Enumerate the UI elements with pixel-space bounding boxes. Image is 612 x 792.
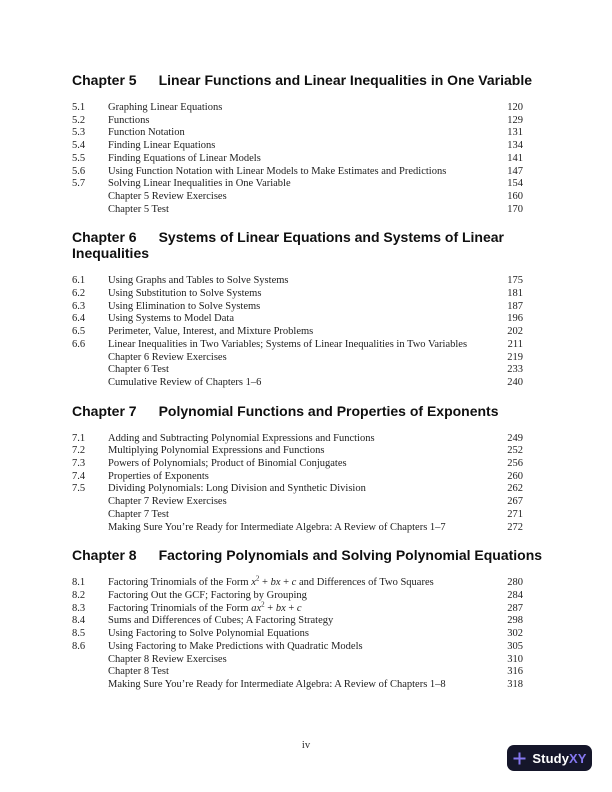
toc-entry xyxy=(72,352,523,365)
section-title: Chapter 8 Test xyxy=(108,666,169,678)
section-page: 252 xyxy=(507,445,523,457)
section-number: 6.1 xyxy=(72,275,86,287)
section-title: Factoring Out the GCF; Factoring by Grouping xyxy=(108,589,307,601)
section-number: 8.5 xyxy=(72,628,86,640)
section-title: Factoring Trinomials of the Form $x^2$ + bx + c and Differences of Two Squares xyxy=(108,574,434,589)
section-page: 260 xyxy=(507,470,523,482)
toc-entry xyxy=(72,433,523,446)
chapter-heading xyxy=(72,229,558,261)
section-page: 305 xyxy=(507,640,523,652)
section-page: 154 xyxy=(507,178,523,190)
section-number: 8.1 xyxy=(72,577,86,589)
section-page: 262 xyxy=(507,483,523,495)
toc-entry xyxy=(72,326,523,339)
section-page: 316 xyxy=(507,666,523,678)
section-page: 187 xyxy=(507,300,523,312)
chapter-section xyxy=(72,547,558,691)
chapter-entries xyxy=(72,275,523,389)
section-number: 5.3 xyxy=(72,127,86,139)
chapter-entries xyxy=(72,574,523,691)
section-page: 202 xyxy=(507,326,523,338)
section-page: 240 xyxy=(507,376,523,388)
toc-entry xyxy=(72,509,523,522)
section-number: 8.3 xyxy=(72,602,86,614)
footer-page-number: iv xyxy=(301,740,311,751)
section-title: Solving Linear Inequalities in One Variable xyxy=(108,178,291,190)
toc-entry xyxy=(72,288,523,301)
toc-entry xyxy=(72,339,523,352)
section-page: 256 xyxy=(507,458,523,470)
toc-entry xyxy=(72,641,523,654)
section-number: 5.6 xyxy=(72,165,86,177)
chapter-section xyxy=(72,72,558,216)
toc-entry xyxy=(72,275,523,288)
section-title: Chapter 5 Review Exercises xyxy=(108,190,227,202)
section-page: 147 xyxy=(507,165,523,177)
chapter-label: Chapter 6 xyxy=(72,229,137,246)
section-page: 272 xyxy=(507,521,523,533)
section-number xyxy=(72,377,108,390)
section-title: Chapter 7 Review Exercises xyxy=(108,496,227,508)
section-title: Using Elimination to Solve Systems xyxy=(108,300,261,312)
toc-entry xyxy=(72,313,523,326)
toc-entry xyxy=(72,600,523,616)
toc-entry xyxy=(72,496,523,509)
section-number xyxy=(72,654,108,667)
section-number xyxy=(72,352,108,365)
section-page: 170 xyxy=(507,203,523,215)
section-number: 8.6 xyxy=(72,640,86,652)
section-page: 141 xyxy=(507,152,523,164)
section-page: 181 xyxy=(507,288,523,300)
section-number: 5.4 xyxy=(72,140,86,152)
toc-entry xyxy=(72,483,523,496)
logo-text xyxy=(532,751,586,766)
section-page: 131 xyxy=(507,127,523,139)
section-number: 7.3 xyxy=(72,458,86,470)
section-page: 287 xyxy=(507,602,523,614)
section-page: 219 xyxy=(507,351,523,363)
section-title: Function Notation xyxy=(108,127,185,139)
chapter-label: Chapter 7 xyxy=(72,402,137,419)
chapter-heading xyxy=(72,547,558,563)
section-number xyxy=(72,204,108,217)
section-title: Perimeter, Value, Interest, and Mixture Problems xyxy=(108,326,314,338)
section-number xyxy=(72,364,108,377)
toc-entry xyxy=(72,127,523,140)
logo-text-accent: XY xyxy=(569,750,587,766)
section-page: 175 xyxy=(507,275,523,287)
toc-entry xyxy=(72,574,523,590)
section-number: 6.5 xyxy=(72,326,86,338)
chapter-title: Linear Functions and Linear Inequalities in One Variable xyxy=(158,72,532,88)
plus-icon xyxy=(512,751,527,766)
chapter-section xyxy=(72,229,558,389)
section-title: Powers of Polynomials; Product of Binomial Conjugates xyxy=(108,458,347,470)
toc-entry xyxy=(72,471,523,484)
chapter-section xyxy=(72,403,558,535)
toc-entry xyxy=(72,102,523,115)
toc-entry xyxy=(72,204,523,217)
section-title: Linear Inequalities in Two Variables; Systems of Linear Inequalities in Two Variables xyxy=(108,338,468,350)
toc-entry xyxy=(72,590,523,603)
toc-entry xyxy=(72,458,523,471)
section-page: 211 xyxy=(507,338,523,350)
section-title: Cumulative Review of Chapters 1–6 xyxy=(108,376,262,388)
toc-entry xyxy=(72,301,523,314)
section-page: 129 xyxy=(507,114,523,126)
section-page: 284 xyxy=(507,589,523,601)
toc-entry xyxy=(72,153,523,166)
section-number: 6.3 xyxy=(72,300,86,312)
section-number xyxy=(72,191,108,204)
section-number: 5.7 xyxy=(72,178,86,190)
section-title: Chapter 6 Review Exercises xyxy=(108,351,227,363)
chapter-entries xyxy=(72,102,523,216)
section-page: 249 xyxy=(507,432,523,444)
section-title: Properties of Exponents xyxy=(108,470,209,482)
section-page: 271 xyxy=(507,508,523,520)
section-title: Using Substitution to Solve Systems xyxy=(108,288,262,300)
section-title: Dividing Polynomials: Long Division and Synthetic Division xyxy=(108,483,366,495)
section-number: 5.5 xyxy=(72,152,86,164)
toc-entry xyxy=(72,666,523,679)
chapter-title: Factoring Polynomials and Solving Polynomial Equations xyxy=(158,547,543,564)
section-number: 8.4 xyxy=(72,615,86,627)
toc-entry xyxy=(72,615,523,628)
chapter-heading xyxy=(72,403,558,419)
section-title: Factoring Trinomials of the Form $ax^2$ + bx + c xyxy=(108,600,302,614)
section-title: Sums and Differences of Cubes; A Factoring Strategy xyxy=(108,615,334,627)
section-number: 7.4 xyxy=(72,470,86,482)
section-title: Chapter 6 Test xyxy=(108,364,169,376)
section-number xyxy=(72,509,108,522)
section-page: 267 xyxy=(507,496,523,508)
section-title: Using Systems to Model Data xyxy=(108,313,234,325)
chapter-heading xyxy=(72,72,558,88)
toc-entry xyxy=(72,628,523,641)
section-number: 7.5 xyxy=(72,483,86,495)
section-title: Adding and Subtracting Polynomial Expressions and Functions xyxy=(108,432,375,444)
toc-entry xyxy=(72,377,523,390)
section-page: 318 xyxy=(507,678,523,690)
section-number: 7.2 xyxy=(72,445,86,457)
toc-entry xyxy=(72,115,523,128)
toc-entry xyxy=(72,522,523,535)
section-number: 5.1 xyxy=(72,102,86,113)
toc-entry xyxy=(72,140,523,153)
section-number xyxy=(72,522,108,535)
toc-entry xyxy=(72,191,523,204)
toc-entry xyxy=(72,364,523,377)
section-page: 120 xyxy=(507,102,523,113)
section-number: 6.6 xyxy=(72,338,86,350)
section-number: 6.2 xyxy=(72,288,86,300)
logo-text-primary: Study xyxy=(532,750,570,766)
section-title: Finding Equations of Linear Models xyxy=(108,152,261,164)
chapter-label: Chapter 8 xyxy=(72,547,137,564)
section-page: 302 xyxy=(507,628,523,640)
section-title: Using Function Notation with Linear Models to Make Estimates and Predictions xyxy=(108,165,447,177)
section-page: 280 xyxy=(507,577,523,589)
section-page: 134 xyxy=(507,140,523,152)
section-page: 160 xyxy=(507,190,523,202)
section-number: 5.2 xyxy=(72,114,86,126)
chapter-title: Systems of Linear Equations and Systems of Linear Inequalities xyxy=(72,229,505,262)
section-title: Making Sure You’re Ready for Intermediate Algebra: A Review of Chapters 1–8 xyxy=(108,678,446,690)
section-title: Chapter 5 Test xyxy=(108,203,169,215)
section-title: Functions xyxy=(108,114,150,126)
chapter-label: Chapter 5 xyxy=(72,72,137,88)
section-title: Multiplying Polynomial Expressions and Functions xyxy=(108,445,325,457)
section-number xyxy=(72,496,108,509)
toc-entry xyxy=(72,166,523,179)
section-number: 8.2 xyxy=(72,589,86,601)
section-number: 7.1 xyxy=(72,432,86,444)
section-title: Using Factoring to Solve Polynomial Equations xyxy=(108,628,309,640)
section-title: Making Sure You’re Ready for Intermediate Algebra: A Review of Chapters 1–7 xyxy=(108,521,446,533)
section-page: 196 xyxy=(507,313,523,325)
toc-entry xyxy=(72,679,523,692)
section-number xyxy=(72,679,108,692)
toc-entry xyxy=(72,178,523,191)
section-page: 298 xyxy=(507,615,523,627)
toc-entry xyxy=(72,654,523,667)
section-page: 310 xyxy=(507,653,523,665)
toc-content xyxy=(72,72,558,692)
section-title: Chapter 8 Review Exercises xyxy=(108,653,227,665)
section-title: Using Graphs and Tables to Solve Systems xyxy=(108,275,289,287)
section-page: 233 xyxy=(507,364,523,376)
section-title: Graphing Linear Equations xyxy=(108,102,223,113)
section-number: 6.4 xyxy=(72,313,86,325)
studyxy-logo-badge xyxy=(507,745,592,771)
toc-entry xyxy=(72,445,523,458)
chapter-title: Polynomial Functions and Properties of Exponents xyxy=(158,402,499,419)
chapter-entries xyxy=(72,433,523,535)
section-title: Finding Linear Equations xyxy=(108,140,216,152)
section-title: Using Factoring to Make Predictions with Quadratic Models xyxy=(108,640,363,652)
section-number xyxy=(72,666,108,679)
section-title: Chapter 7 Test xyxy=(108,508,169,520)
